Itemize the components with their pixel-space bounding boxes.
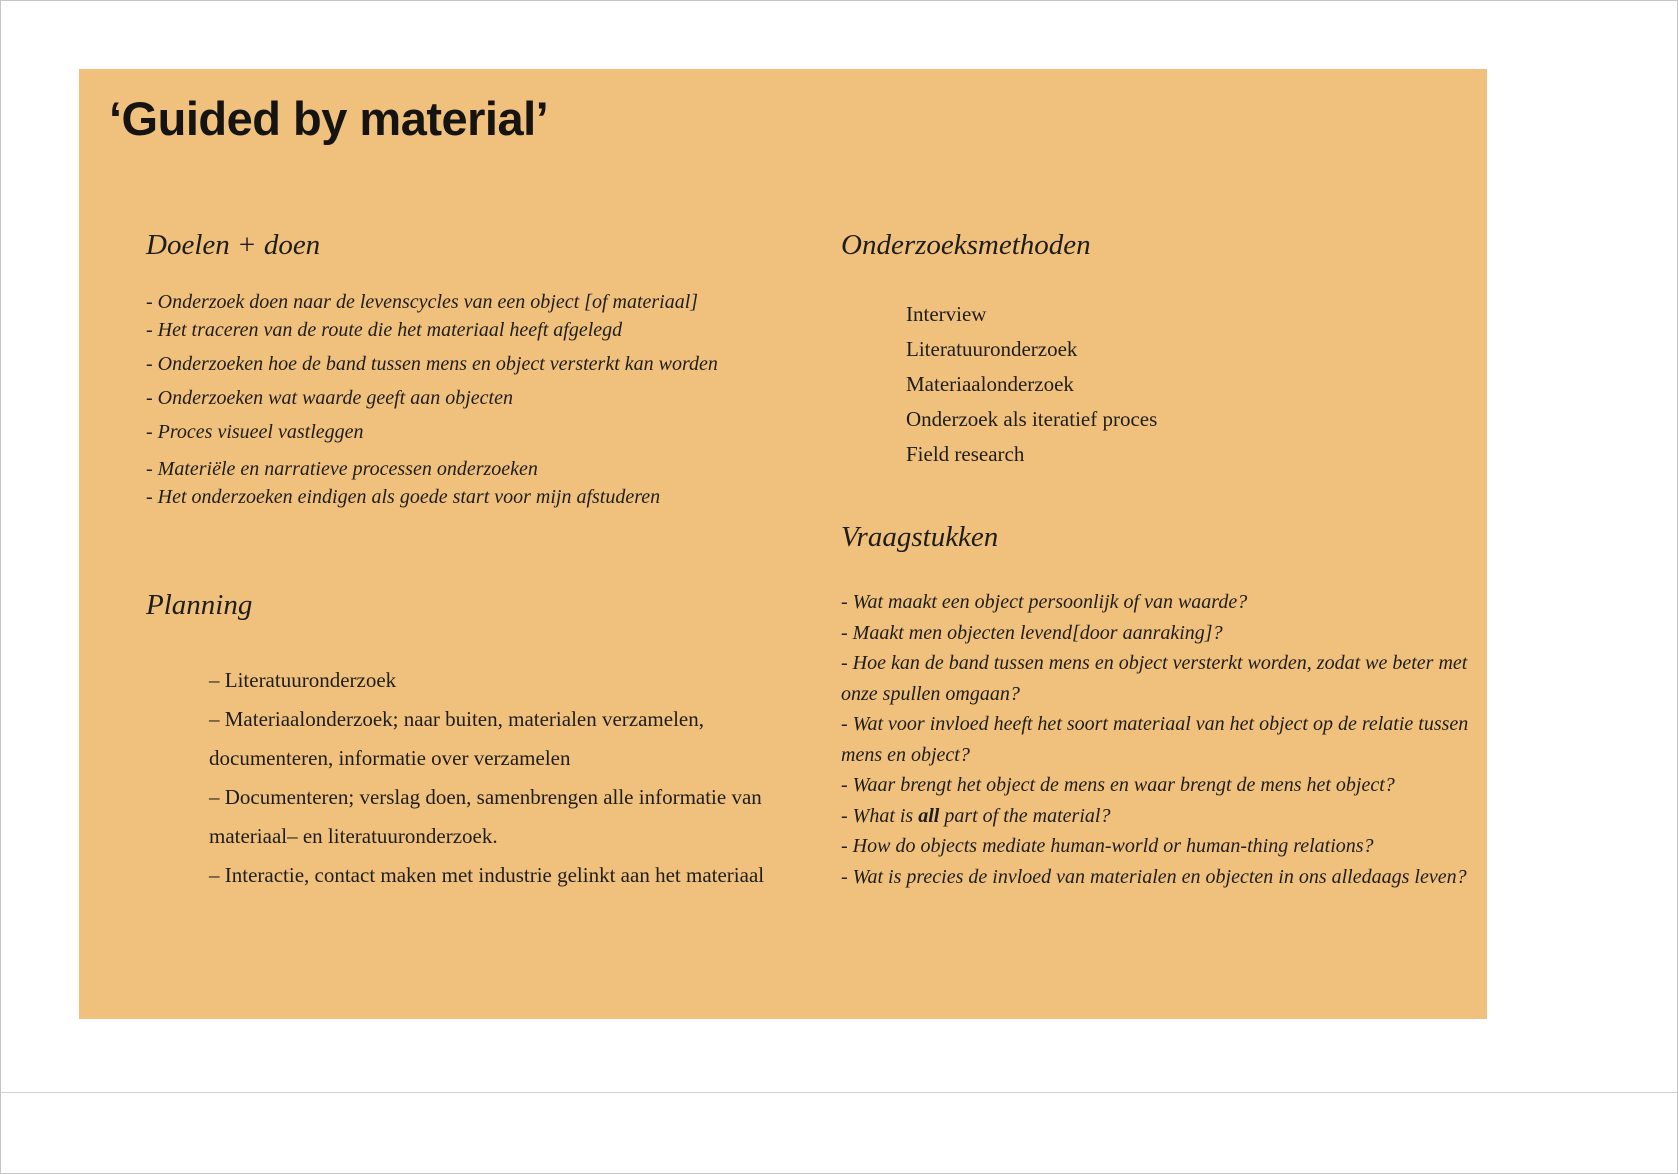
- page-title: ‘Guided by material’: [109, 92, 549, 145]
- section-heading-doelen: Doelen + doen: [146, 229, 321, 261]
- methods-list: [906, 297, 1326, 472]
- list-item: - Onderzoeken hoe de band tussen mens en object versterkt kan worden: [146, 353, 718, 375]
- list-item-text: - What is: [841, 804, 919, 827]
- page-bottom-divider: [1, 1092, 1677, 1093]
- section-heading-vraagstukken: Vraagstukken: [841, 521, 999, 553]
- list-item: – Interactie, contact maken met industrie gelinkt aan het materiaal: [209, 863, 765, 887]
- list-item: - Onderzoek doen naar de levenscycles van een object [of materiaal]: [146, 291, 699, 313]
- list-item: - Proces visueel vastleggen: [146, 421, 364, 443]
- list-item: - Wat voor invloed heeft het soort materiaal van het object op de relatie tussen mens en object?: [841, 713, 1469, 766]
- list-item: - Het onderzoeken eindigen als goede start voor mijn afstuderen: [146, 486, 661, 508]
- list-item: – Documenteren; verslag doen, samenbrengen alle informatie van materiaal– en literatuuronderzoek.: [209, 785, 762, 848]
- list-item: - Waar brengt het object de mens en waar brengt de mens het object?: [841, 774, 1395, 796]
- list-item: Field research: [906, 442, 1025, 466]
- list-item: - Het traceren van de route die het materiaal heeft afgelegd: [146, 319, 623, 341]
- list-item: - Maakt men objecten levend[door aanraking]?: [841, 621, 1223, 644]
- list-item-text: part of the material?: [939, 804, 1111, 827]
- slide-canvas: [79, 69, 1487, 1019]
- list-item: - Materiële en narratieve processen onderzoeken: [146, 458, 538, 480]
- list-item: Literatuuronderzoek: [906, 337, 1078, 361]
- list-item: – Literatuuronderzoek: [209, 668, 397, 692]
- list-item: – Materiaalonderzoek; naar buiten, materialen verzamelen, documenteren, informatie over verzamelen: [209, 707, 704, 770]
- list-item: [841, 801, 1489, 832]
- planning-list: [209, 661, 797, 895]
- section-heading-onderzoeksmethoden: Onderzoeksmethoden: [841, 229, 1091, 261]
- list-item: - Wat is precies de invloed van materialen en objecten in ons alledaags leven?: [841, 865, 1467, 888]
- list-item: Materiaalonderzoek: [906, 372, 1074, 396]
- list-item: Onderzoek als iteratief proces: [906, 407, 1158, 431]
- list-item: - How do objects mediate human-world or human-thing relations?: [841, 835, 1374, 857]
- doelen-list: [146, 291, 826, 520]
- list-item-bold-text: all: [918, 804, 940, 827]
- list-item: - Onderzoeken wat waarde geeft aan objecten: [146, 387, 513, 409]
- list-item: Interview: [906, 302, 987, 326]
- vraagstukken-list: [841, 587, 1489, 892]
- list-item: - Wat maakt een object persoonlijk of van waarde?: [841, 591, 1248, 613]
- section-heading-planning: Planning: [146, 589, 253, 621]
- list-item: - Hoe kan de band tussen mens en object versterkt worden, zodat we beter met onze spullen omgaan?: [841, 652, 1468, 705]
